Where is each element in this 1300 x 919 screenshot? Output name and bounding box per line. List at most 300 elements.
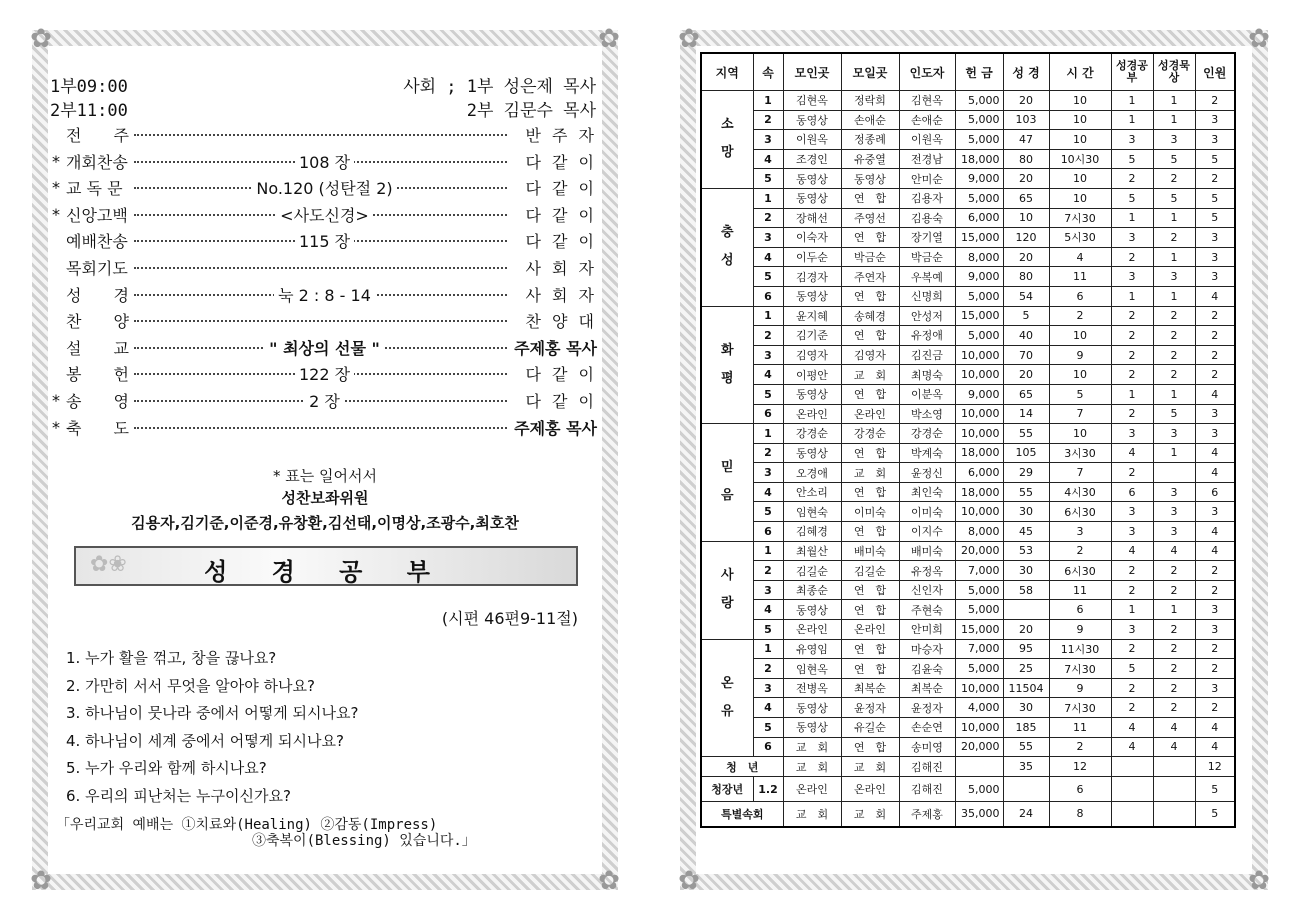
table-cell: 8 — [1049, 802, 1111, 827]
table-cell: 윤정자 — [899, 698, 955, 718]
table-cell: 4 — [1195, 384, 1235, 404]
order-row — [52, 283, 597, 307]
order-row — [52, 150, 597, 174]
table-row — [701, 188, 1235, 208]
order-detail-text: <사도신경> — [276, 206, 373, 225]
order-item: 개회찬송 — [66, 152, 128, 172]
table-cell: 11 — [1049, 267, 1111, 287]
table-cell: 2 — [1153, 345, 1195, 365]
table-cell: 2 — [1111, 326, 1153, 346]
order-item: 송 영 — [66, 392, 129, 411]
group-number: 2 — [753, 659, 783, 679]
table-row — [701, 580, 1235, 600]
region-cell: 믿 음 — [701, 424, 753, 542]
order-item: 설 교 — [66, 338, 129, 358]
table-cell: 5,000 — [955, 91, 1003, 111]
region-cell: 화 평 — [701, 306, 753, 424]
order-row — [52, 389, 597, 413]
table-cell: 65 — [1003, 188, 1049, 208]
table-cell: 안미희 — [899, 620, 955, 640]
table-cell: 김현옥 — [783, 91, 841, 111]
group-number: 1 — [753, 188, 783, 208]
table-row — [701, 345, 1235, 365]
table-cell: 2 — [1111, 345, 1153, 365]
table-cell: 4 — [1195, 718, 1235, 738]
table-cell: 연 합 — [841, 384, 899, 404]
table-cell: 2 — [1111, 365, 1153, 385]
table-row — [701, 208, 1235, 228]
table-cell: 7시30 — [1049, 208, 1111, 228]
standing-mark: * — [52, 204, 60, 224]
order-leader: 주제홍 목사 — [509, 416, 597, 439]
order-item: 신앙고백 — [66, 205, 128, 225]
standing-mark: * — [52, 151, 60, 171]
group-number: 5 — [753, 502, 783, 522]
group-number: 4 — [753, 247, 783, 267]
table-cell: 5시30 — [1049, 228, 1111, 248]
table-cell: 3 — [1153, 424, 1195, 444]
table-cell: 김윤숙 — [899, 659, 955, 679]
table-cell: 5,000 — [955, 188, 1003, 208]
table-cell: 오경애 — [783, 463, 841, 483]
service-time-1: 1부09:00 — [50, 77, 128, 97]
group-number: 6 — [753, 522, 783, 542]
table-cell: 10 — [1049, 130, 1111, 150]
table-row — [701, 463, 1235, 483]
study-question: 1. 누가 활을 꺾고, 창을 끊나요? — [66, 649, 277, 667]
group-number: 3 — [753, 345, 783, 365]
table-cell: 10,000 — [955, 404, 1003, 424]
table-cell: 55 — [1003, 737, 1049, 757]
table-cell: 20,000 — [955, 541, 1003, 561]
region-cell: 충 성 — [701, 188, 753, 306]
table-cell: 3 — [1153, 522, 1195, 542]
table-cell: 2 — [1195, 561, 1235, 581]
table-cell: 10 — [1003, 208, 1049, 228]
table-cell: 4 — [1153, 737, 1195, 757]
table-cell: 김해진 — [899, 757, 955, 777]
dot-leader — [134, 320, 507, 322]
column-header: 지역 — [701, 53, 753, 91]
table-cell: 김영자 — [783, 345, 841, 365]
order-leader: 사 회 자 — [509, 283, 597, 306]
table-cell: 김길순 — [783, 561, 841, 581]
table-cell: 이원옥 — [899, 130, 955, 150]
table-cell: 8,000 — [955, 522, 1003, 542]
table-cell: 최종순 — [783, 580, 841, 600]
table-cell — [1111, 802, 1153, 827]
table-cell: 윤정신 — [899, 463, 955, 483]
table-cell: 10,000 — [955, 424, 1003, 444]
table-row — [701, 110, 1235, 130]
daisy-icon: ✿❀ — [90, 552, 127, 577]
table-cell: 12 — [1049, 757, 1111, 777]
table-cell: 송미영 — [899, 737, 955, 757]
order-detail — [162, 150, 487, 173]
table-cell: 임현옥 — [783, 659, 841, 679]
table-cell: 20 — [1003, 620, 1049, 640]
table-cell: 40 — [1003, 326, 1049, 346]
table-row — [701, 802, 1235, 827]
table-cell: 3 — [1153, 502, 1195, 522]
table-cell: 9,000 — [955, 267, 1003, 287]
table-cell: 김용자 — [899, 188, 955, 208]
order-detail-text: " 최상의 선물 " — [265, 339, 384, 358]
table-cell: 18,000 — [955, 149, 1003, 169]
table-cell: 10 — [1049, 424, 1111, 444]
table-cell: 5 — [1111, 659, 1153, 679]
table-cell: 안소리 — [783, 482, 841, 502]
table-cell: 103 — [1003, 110, 1049, 130]
table-cell: 마승자 — [899, 639, 955, 659]
table-row — [701, 286, 1235, 306]
table-cell: 5 — [1195, 149, 1235, 169]
table-row — [701, 678, 1235, 698]
table-cell: 55 — [1003, 424, 1049, 444]
order-leader: 사 회 자 — [509, 256, 597, 279]
table-cell: 2 — [1111, 639, 1153, 659]
table-cell: 4 — [1111, 737, 1153, 757]
table-cell: 2 — [1195, 365, 1235, 385]
group-number: 1 — [753, 306, 783, 326]
table-cell: 전경남 — [899, 149, 955, 169]
table-cell: 온라인 — [841, 404, 899, 424]
table-cell: 박소영 — [899, 404, 955, 424]
table-row — [701, 443, 1235, 463]
table-cell: 3 — [1153, 267, 1195, 287]
table-cell: 김길순 — [841, 561, 899, 581]
region-cell: 청 년 — [701, 757, 783, 777]
table-cell: 2 — [1195, 639, 1235, 659]
table-cell: 6 — [1049, 286, 1111, 306]
table-cell: 3 — [1195, 424, 1235, 444]
group-number: 4 — [753, 365, 783, 385]
group-number: 1 — [753, 424, 783, 444]
service-host-2: 2부 김문수 목사 — [466, 101, 596, 121]
study-question: 6. 우리의 피난처는 누구이신가요? — [66, 786, 291, 805]
table-cell: 3 — [1195, 110, 1235, 130]
table-row — [701, 267, 1235, 287]
table-row — [701, 384, 1235, 404]
table-cell: 3 — [1195, 247, 1235, 267]
bulletin-page — [30, 24, 620, 896]
table-row — [701, 639, 1235, 659]
table-cell: 3 — [1111, 267, 1153, 287]
table-cell: 10,000 — [955, 502, 1003, 522]
table-cell: 3 — [1153, 130, 1195, 150]
table-cell: 김용숙 — [899, 208, 955, 228]
table-row — [701, 306, 1235, 326]
table-cell: 2 — [1111, 247, 1153, 267]
table-cell: 10 — [1049, 188, 1111, 208]
table-cell: 1 — [1111, 208, 1153, 228]
group-number: 2 — [753, 326, 783, 346]
table-cell: 2 — [1195, 580, 1235, 600]
table-cell: 30 — [1003, 502, 1049, 522]
table-cell: 5,000 — [955, 130, 1003, 150]
table-cell: 5 — [1195, 188, 1235, 208]
table-cell: 20 — [1003, 247, 1049, 267]
worship-motto — [56, 817, 476, 849]
table-cell: 12 — [1195, 757, 1235, 777]
table-cell: 유중열 — [841, 149, 899, 169]
table-cell: 2 — [1111, 306, 1153, 326]
group-number: 1 — [753, 91, 783, 111]
table-row — [701, 600, 1235, 620]
table-cell: 온라인 — [783, 404, 841, 424]
table-cell: 이미숙 — [899, 502, 955, 522]
order-detail — [162, 229, 487, 252]
table-cell: 연 합 — [841, 286, 899, 306]
table-cell: 15,000 — [955, 620, 1003, 640]
motto-line-2: ③축복이(Blessing) 있습니다.」 — [252, 833, 476, 849]
table-cell: 김해진 — [899, 777, 955, 802]
table-cell: 7시30 — [1049, 698, 1111, 718]
table-cell: 온라인 — [841, 777, 899, 802]
table-cell: 5,000 — [955, 777, 1003, 802]
order-row — [52, 229, 597, 253]
table-cell: 2 — [1049, 306, 1111, 326]
table-cell: 2 — [1195, 169, 1235, 189]
table-cell: 4 — [1195, 522, 1235, 542]
table-cell: 5,000 — [955, 580, 1003, 600]
column-header: 모인곳 — [783, 53, 841, 91]
table-cell: 동영상 — [783, 384, 841, 404]
table-cell: 6,000 — [955, 208, 1003, 228]
table-cell: 2 — [1195, 659, 1235, 679]
table-cell: 10 — [1049, 365, 1111, 385]
table-cell: 3 — [1111, 620, 1153, 640]
region-cell: 소 망 — [701, 91, 753, 189]
table-cell: 2 — [1153, 326, 1195, 346]
scripture-reference: (시편 46편9-11절) — [441, 609, 578, 628]
group-number: 1.2 — [753, 777, 783, 802]
table-cell: 95 — [1003, 639, 1049, 659]
table-cell: 5 — [1153, 188, 1195, 208]
group-number: 4 — [753, 698, 783, 718]
study-question: 3. 하나님이 뭇나라 중에서 어떻게 되시나요? — [66, 704, 359, 722]
standing-note: * 표는 일어서서 — [273, 467, 377, 485]
table-cell: 온라인 — [783, 777, 841, 802]
table-cell: 1 — [1111, 600, 1153, 620]
study-question: 2. 가만히 서서 무엇을 알아야 하나요? — [66, 676, 315, 695]
table-cell: 동영상 — [783, 443, 841, 463]
table-cell: 2 — [1111, 463, 1153, 483]
table-cell: 5,000 — [955, 110, 1003, 130]
table-row — [701, 777, 1235, 802]
table-cell: 5 — [1111, 149, 1153, 169]
table-cell: 연 합 — [841, 580, 899, 600]
table-cell: 주연자 — [841, 267, 899, 287]
table-cell: 4 — [1049, 247, 1111, 267]
order-detail-text: 눅 2 : 8 - 14 — [274, 286, 375, 305]
order-leader: 다 같 이 — [509, 362, 597, 385]
table-cell: 20 — [1003, 169, 1049, 189]
flower-icon: ✿ — [598, 24, 620, 54]
group-number: 5 — [753, 384, 783, 404]
table-cell: 이지수 — [899, 522, 955, 542]
table-cell: 최복순 — [841, 678, 899, 698]
table-cell: 7,000 — [955, 561, 1003, 581]
table-cell: 1 — [1153, 208, 1195, 228]
table-cell — [1153, 777, 1195, 802]
column-header: 인원 — [1195, 53, 1235, 91]
table-row — [701, 228, 1235, 248]
column-header: 헌 금 — [955, 53, 1003, 91]
order-detail — [162, 203, 487, 226]
attendance-report-page — [678, 24, 1270, 896]
table-cell: 9,000 — [955, 384, 1003, 404]
table-cell: 45 — [1003, 522, 1049, 542]
table-cell: 2 — [1195, 91, 1235, 111]
table-cell: 15,000 — [955, 228, 1003, 248]
group-number: 5 — [753, 169, 783, 189]
order-leader: 다 같 이 — [509, 150, 597, 173]
table-cell: 18,000 — [955, 443, 1003, 463]
group-number: 2 — [753, 443, 783, 463]
table-cell: 8,000 — [955, 247, 1003, 267]
order-leader: 다 같 이 — [509, 176, 597, 199]
table-cell: 김혜경 — [783, 522, 841, 542]
table-cell: 김경자 — [783, 267, 841, 287]
group-number: 6 — [753, 404, 783, 424]
table-cell: 이숙자 — [783, 228, 841, 248]
table-cell: 장기열 — [899, 228, 955, 248]
table-cell: 3 — [1195, 678, 1235, 698]
table-cell: 윤지혜 — [783, 306, 841, 326]
table-cell: 6 — [1049, 777, 1111, 802]
table-cell: 55 — [1003, 482, 1049, 502]
table-cell: 5 — [1049, 384, 1111, 404]
table-cell: 10 — [1049, 91, 1111, 111]
group-number: 3 — [753, 130, 783, 150]
group-number: 6 — [753, 737, 783, 757]
table-cell — [1153, 757, 1195, 777]
table-cell: 정종례 — [841, 130, 899, 150]
table-cell: 1 — [1153, 384, 1195, 404]
table-cell: 4 — [1111, 718, 1153, 738]
table-cell: 동영상 — [783, 110, 841, 130]
table-cell: 동영상 — [783, 188, 841, 208]
table-cell: 손순연 — [899, 718, 955, 738]
table-cell: 3 — [1111, 130, 1153, 150]
table-cell: 1 — [1111, 91, 1153, 111]
table-cell: 강경순 — [783, 424, 841, 444]
table-cell: 동영상 — [783, 286, 841, 306]
table-cell: 우복예 — [899, 267, 955, 287]
table-cell: 3 — [1049, 522, 1111, 542]
table-cell: 연 합 — [841, 600, 899, 620]
table-row — [701, 718, 1235, 738]
table-cell: 1 — [1111, 286, 1153, 306]
order-leader: 찬 양 대 — [509, 309, 597, 332]
table-cell: 1 — [1153, 247, 1195, 267]
table-cell: 54 — [1003, 286, 1049, 306]
table-cell: 유정옥 — [899, 561, 955, 581]
flower-icon: ✿ — [678, 24, 700, 54]
table-cell: 동영상 — [783, 600, 841, 620]
order-row — [52, 416, 597, 440]
table-cell: 10,000 — [955, 678, 1003, 698]
order-leader: 다 같 이 — [509, 203, 597, 226]
table-cell: 임현숙 — [783, 502, 841, 522]
order-row — [52, 203, 597, 227]
table-cell: 9,000 — [955, 169, 1003, 189]
table-cell: 박금순 — [841, 247, 899, 267]
table-cell: 5,000 — [955, 326, 1003, 346]
table-cell: 2 — [1153, 659, 1195, 679]
table-cell: 47 — [1003, 130, 1049, 150]
standing-mark: * — [52, 178, 60, 198]
table-cell: 교 회 — [841, 463, 899, 483]
table-cell: 2 — [1153, 228, 1195, 248]
table-cell: 유정애 — [899, 326, 955, 346]
motto-line-1: 「우리교회 예배는 ①치료와(Healing) ②감동(Impress) — [56, 817, 438, 833]
group-number: 2 — [753, 110, 783, 130]
group-number: 5 — [753, 267, 783, 287]
order-row — [52, 176, 597, 200]
table-cell: 강경순 — [841, 424, 899, 444]
table-cell: 185 — [1003, 718, 1049, 738]
column-header: 성경공부 — [1111, 53, 1153, 91]
table-cell: 4시30 — [1049, 482, 1111, 502]
order-detail — [162, 176, 487, 199]
table-cell: 10시30 — [1049, 149, 1111, 169]
table-cell: 3 — [1111, 424, 1153, 444]
table-cell: 3 — [1195, 267, 1235, 287]
table-cell: 11 — [1049, 718, 1111, 738]
table-cell: 2 — [1111, 698, 1153, 718]
order-row — [52, 123, 597, 147]
table-cell: 2 — [1153, 678, 1195, 698]
table-cell: 1 — [1153, 443, 1195, 463]
table-cell: 25 — [1003, 659, 1049, 679]
bible-study-banner — [74, 546, 578, 586]
table-cell: 2 — [1153, 639, 1195, 659]
table-cell: 동영상 — [783, 698, 841, 718]
table-cell: 10 — [1049, 326, 1111, 346]
table-cell: 교 회 — [783, 802, 841, 827]
table-row — [701, 522, 1235, 542]
table-cell: 1 — [1153, 110, 1195, 130]
table-cell: 교 회 — [783, 757, 841, 777]
column-header: 시 간 — [1049, 53, 1111, 91]
table-cell: 온라인 — [841, 620, 899, 640]
order-detail-text: No.120 (성탄절 2) — [252, 179, 396, 198]
group-number: 3 — [753, 580, 783, 600]
table-cell: 연 합 — [841, 443, 899, 463]
order-item: 봉 헌 — [66, 365, 129, 385]
table-cell: 6 — [1195, 482, 1235, 502]
region-cell: 온 유 — [701, 639, 753, 757]
table-cell: 11 — [1049, 580, 1111, 600]
table-row — [701, 247, 1235, 267]
table-row — [701, 169, 1235, 189]
table-cell: 3 — [1195, 600, 1235, 620]
table-cell: 2 — [1111, 561, 1153, 581]
table-cell: 2 — [1111, 404, 1153, 424]
order-row — [52, 362, 597, 386]
table-cell: 1 — [1111, 384, 1153, 404]
table-cell: 이미숙 — [841, 502, 899, 522]
order-detail-text: 115 장 — [295, 232, 354, 251]
table-cell: 2 — [1195, 306, 1235, 326]
region-cell: 청장년 — [701, 777, 753, 802]
table-cell — [1111, 757, 1153, 777]
table-cell: 2 — [1153, 561, 1195, 581]
table-cell: 연 합 — [841, 326, 899, 346]
table-cell: 윤정자 — [841, 698, 899, 718]
